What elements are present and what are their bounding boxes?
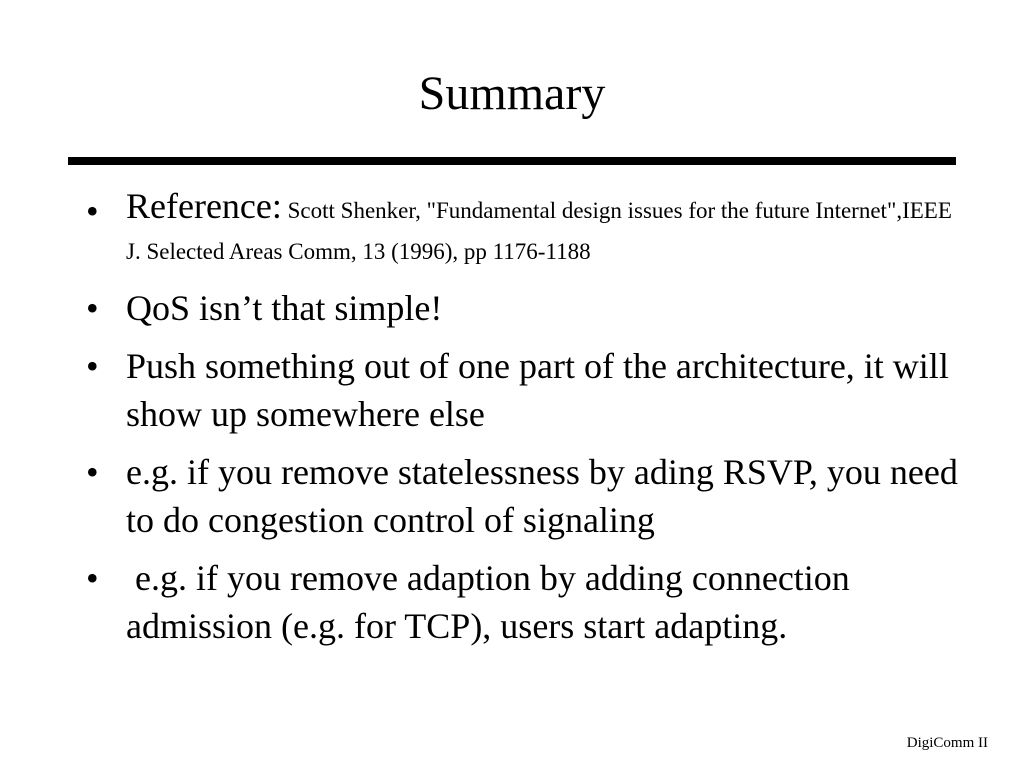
bullet-icon: • xyxy=(86,346,99,386)
bullet-icon: • xyxy=(86,452,99,492)
bullet-text: e.g. if you remove statelessness by ading RSVP, you need to do congestion control of signaling xyxy=(126,452,958,540)
bullet-icon: • xyxy=(86,191,99,231)
bullet-list xyxy=(86,188,966,660)
bullet-text: Push something out of one part of the architecture, it will show up somewhere else xyxy=(126,346,949,434)
slide-title: Summary xyxy=(418,67,606,120)
bullet-item-qos xyxy=(86,284,966,332)
bullet-icon: • xyxy=(86,288,99,328)
reference-citation: Scott Shenker, "Fundamental design issues for the future Internet",IEEE J. Selected Areas Comm, 13 (1996), pp 1176-1188 xyxy=(126,198,952,264)
bullet-item-reference xyxy=(86,188,966,270)
title-divider xyxy=(68,157,956,165)
footer-label: DigiComm II xyxy=(906,735,988,751)
bullet-item-push xyxy=(86,342,966,438)
bullet-icon: • xyxy=(86,558,99,598)
bullet-item-rsvp xyxy=(86,448,966,544)
bullet-text: QoS isn’t that simple! xyxy=(126,288,443,328)
reference-label: Reference: xyxy=(126,186,282,226)
bullet-item-adaption xyxy=(86,554,966,650)
bullet-text: e.g. if you remove adaption by adding connection admission (e.g. for TCP), users start adapting. xyxy=(126,558,859,646)
